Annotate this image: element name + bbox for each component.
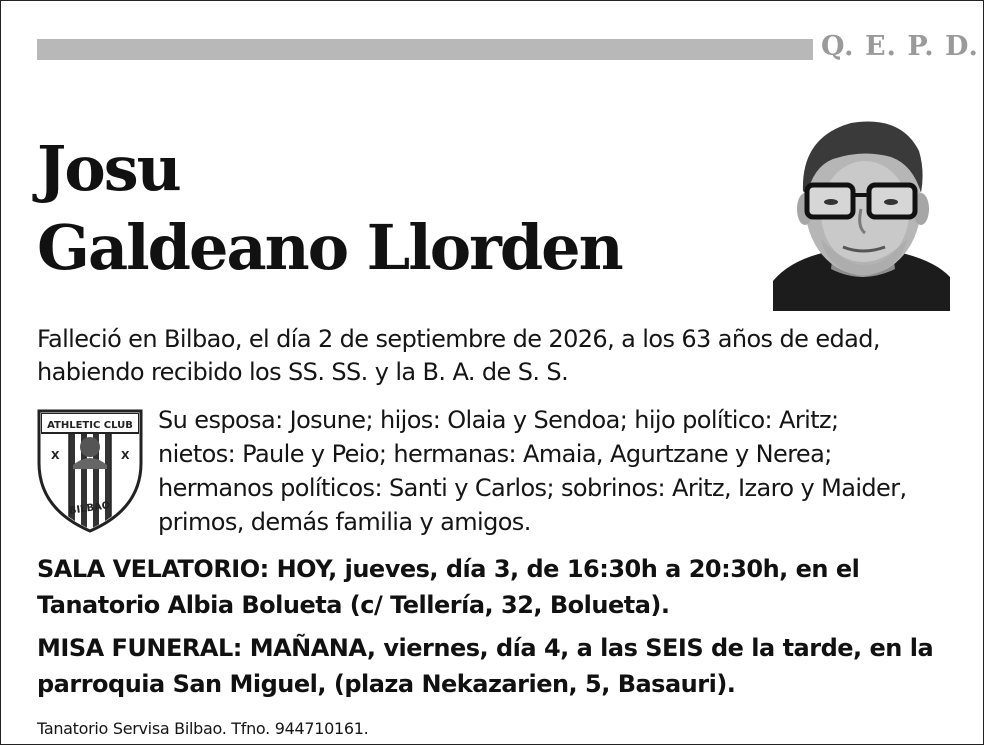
portrait-photo	[773, 109, 950, 311]
portrait-photo-icon	[773, 109, 950, 311]
deceased-surnames: Galdeano Llorden	[37, 211, 622, 284]
funeral-line2: parroquia San Miguel, (plaza Nekazarien, 5, Basauri).	[37, 670, 736, 698]
family-list	[158, 403, 958, 539]
deceased-first-name: Josu	[37, 132, 180, 205]
family-line: Su esposa: Josune; hijos: Olaia y Sendoa; hijo político: Aritz;	[158, 406, 839, 434]
header-bar	[37, 39, 813, 60]
family-line: hermanos políticos: Santi y Carlos; sobrinos: Aritz, Izaro y Maider,	[158, 474, 907, 502]
family-line: nietos: Paule y Peio; hermanas: Amaia, Agurtzane y Nerea;	[158, 440, 832, 468]
family-line: primos, demás familia y amigos.	[158, 508, 531, 536]
funeral-info	[37, 630, 957, 702]
deceased-name	[37, 129, 622, 287]
death-notice	[37, 323, 957, 389]
funeral-line1: MISA FUNERAL: MAÑANA, viernes, día 4, a las SEIS de la tarde, en la	[37, 634, 934, 662]
athletic-club-crest-icon	[35, 407, 145, 533]
death-notice-line1: Falleció en Bilbao, el día 2 de septiembre de 2026, a los 63 años de edad,	[37, 325, 880, 353]
footer-contact: Tanatorio Servisa Bilbao. Tfno. 944710161.	[37, 719, 369, 738]
crest-top-text: ATHLETIC CLUB	[47, 420, 133, 431]
crest-bottom-text: BILBAO	[68, 500, 112, 517]
crest-right-mark: X	[121, 449, 130, 462]
qepd-label: Q. E. P. D.	[821, 31, 979, 62]
wake-line1: SALA VELATORIO: HOY, jueves, día 3, de 16:30h a 20:30h, en el	[37, 555, 860, 583]
wake-info	[37, 551, 957, 623]
death-notice-line2: habiendo recibido los SS. SS. y la B. A. de S. S.	[37, 358, 569, 386]
crest-left-mark: X	[51, 449, 60, 462]
wake-line2: Tanatorio Albia Bolueta (c/ Tellería, 32, Bolueta).	[37, 591, 670, 619]
